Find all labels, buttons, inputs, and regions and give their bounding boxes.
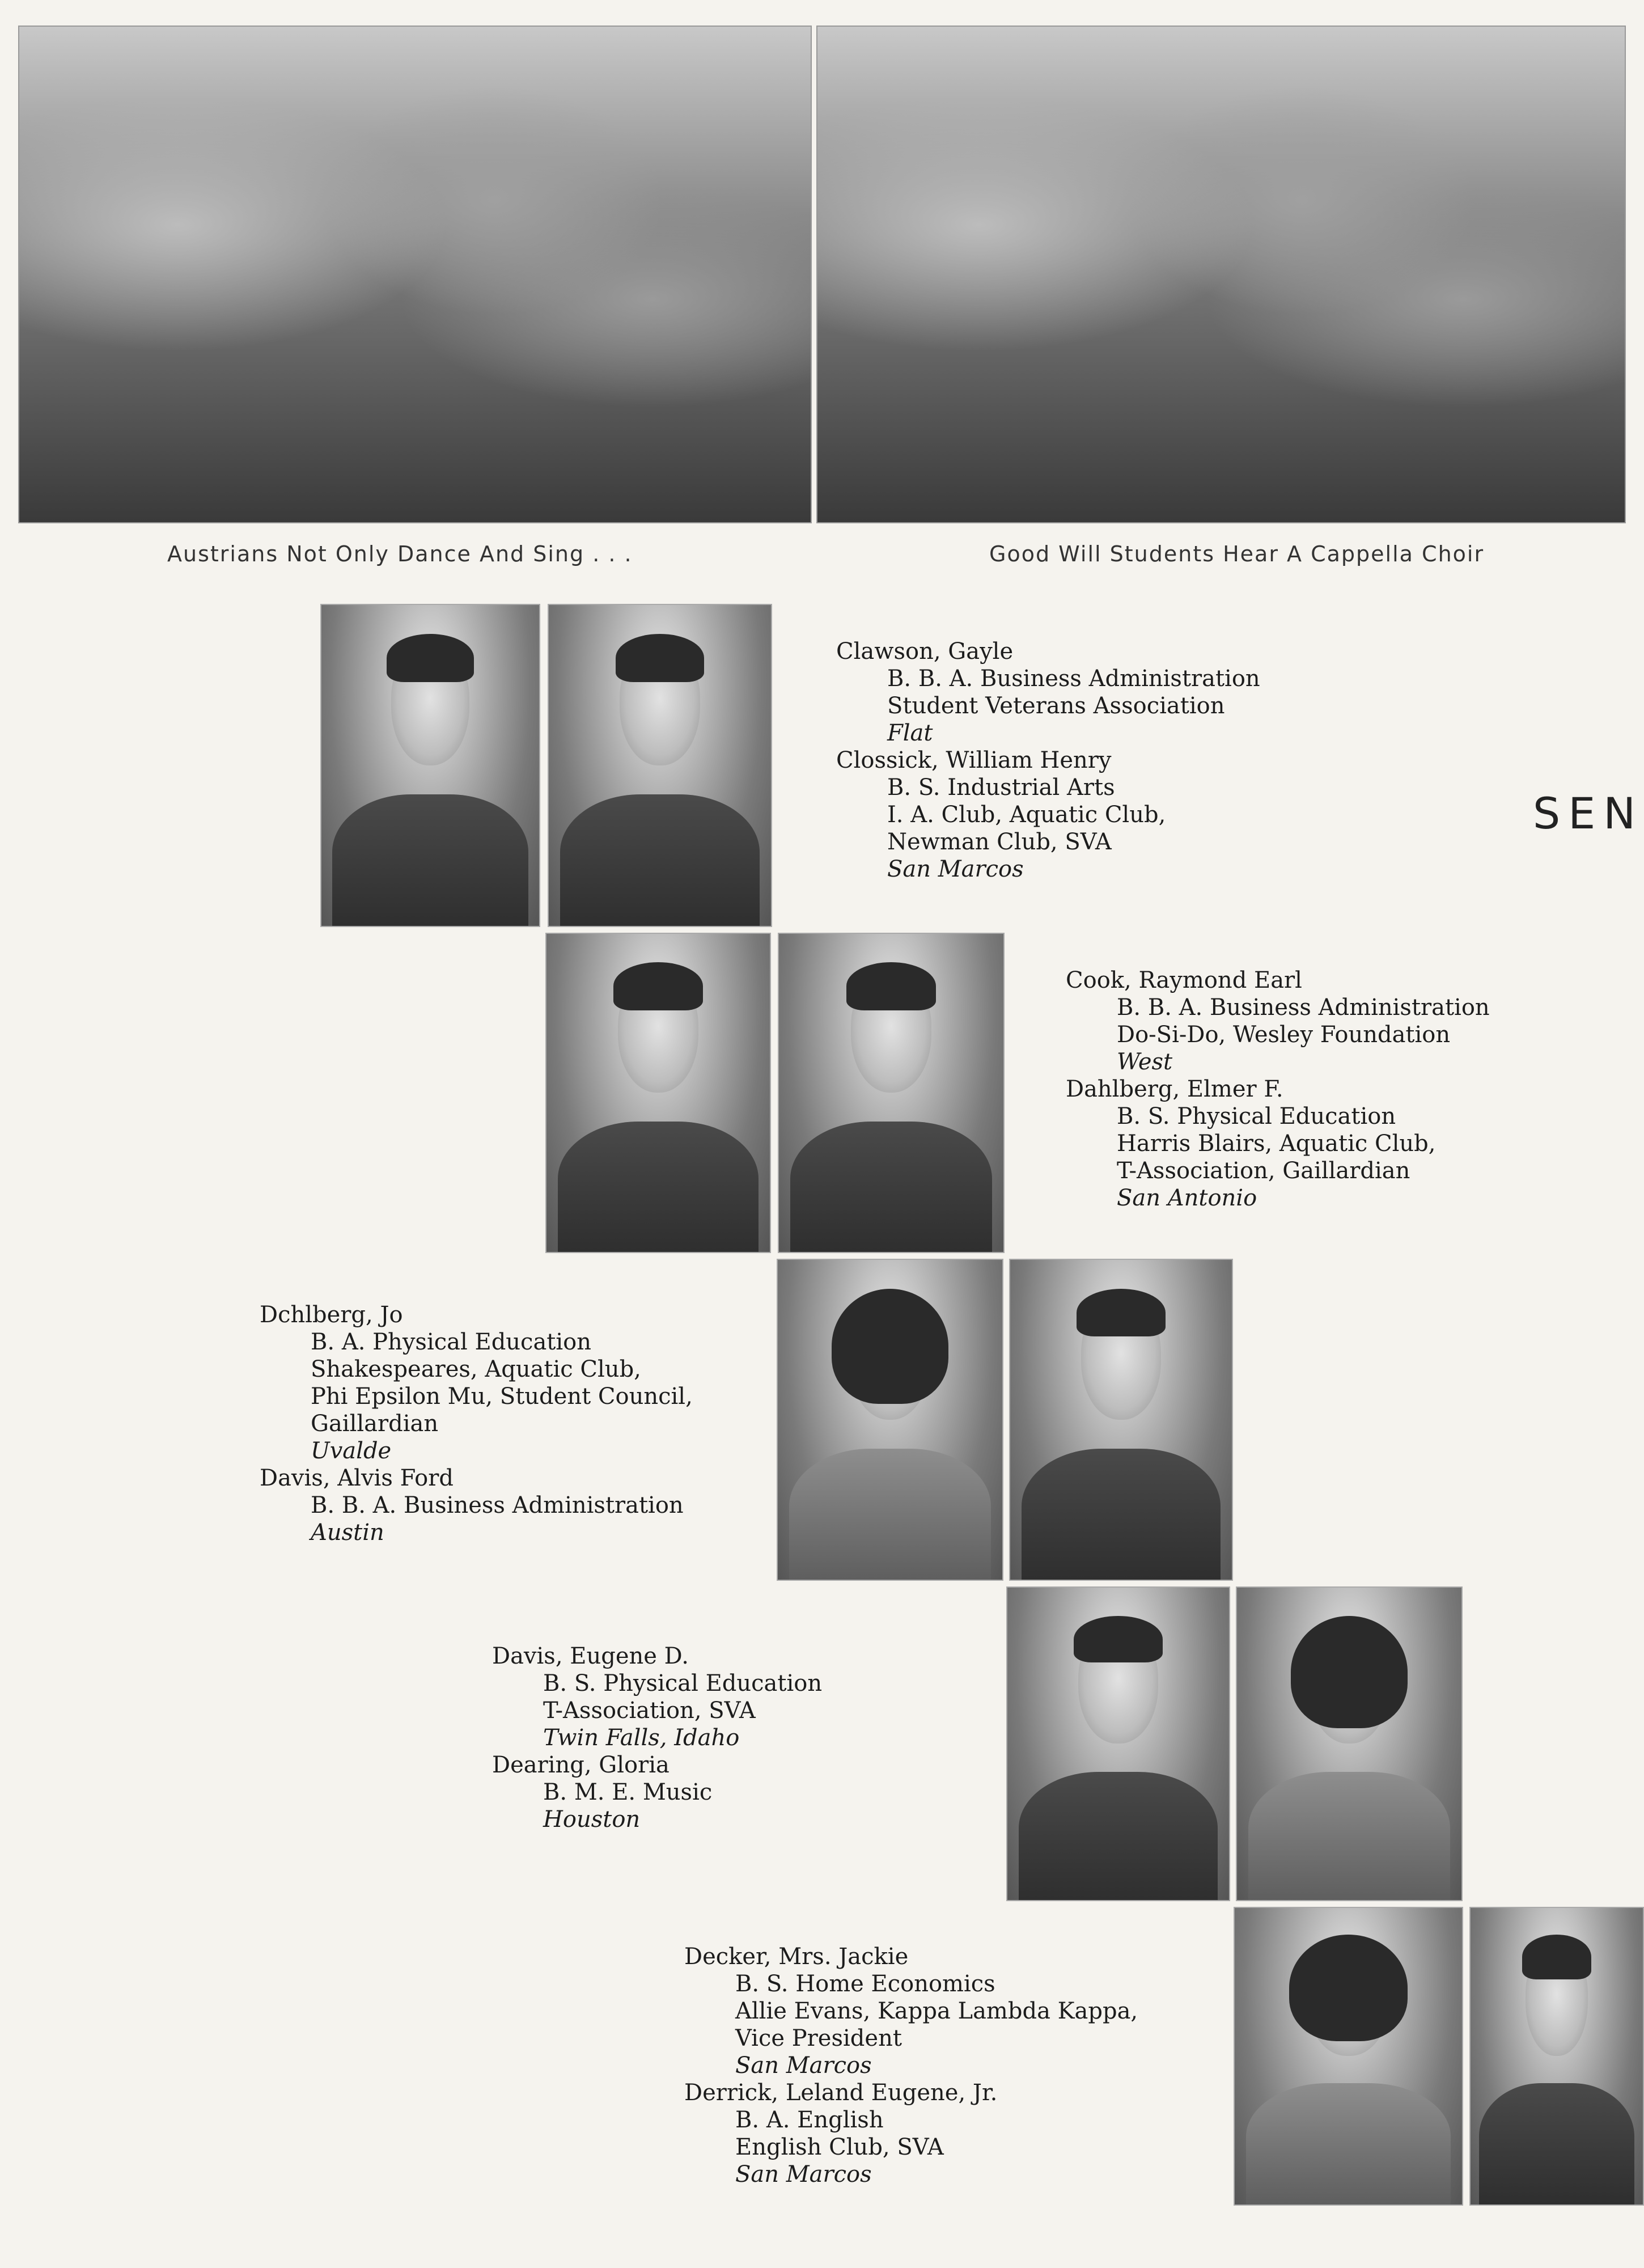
entry-degree: B. M. E. Music bbox=[543, 1779, 713, 1805]
portrait-clawson bbox=[320, 604, 540, 927]
entry-hometown: Flat bbox=[887, 720, 933, 746]
entry-name: Clossick, William Henry bbox=[836, 747, 1112, 773]
portrait-clossick bbox=[548, 604, 772, 927]
entry-activity: Allie Evans, Kappa Lambda Kappa, bbox=[735, 1998, 1138, 2024]
section-heading: SEN bbox=[1533, 788, 1644, 839]
entry-activity: Shakespeares, Aquatic Club, bbox=[311, 1356, 641, 1382]
entry-name: Decker, Mrs. Jackie bbox=[684, 1944, 909, 1970]
entry-activity: Do-Si-Do, Wesley Foundation bbox=[1117, 1022, 1451, 1048]
entry-activity: Phi Epsilon Mu, Student Council, bbox=[311, 1383, 693, 1410]
entry-degree: B. A. English bbox=[735, 2107, 884, 2133]
photo-choir-audience bbox=[816, 26, 1626, 523]
entry-hometown: San Marcos bbox=[735, 2161, 872, 2187]
entry-activity: Student Veterans Association bbox=[887, 693, 1225, 719]
entry-activity: Gaillardian bbox=[311, 1411, 439, 1437]
entry-decker bbox=[684, 1943, 1138, 2079]
entry-davis-eugene bbox=[492, 1643, 822, 1751]
portrait-cook bbox=[545, 933, 771, 1253]
portrait-davis-eugene bbox=[1006, 1586, 1230, 1901]
entry-clossick bbox=[836, 747, 1166, 883]
entry-degree: B. A. Physical Education bbox=[311, 1329, 592, 1355]
entry-activity: Harris Blairs, Aquatic Club, bbox=[1117, 1131, 1436, 1157]
portrait-decker bbox=[1234, 1907, 1463, 2206]
entry-degree: B. S. Physical Education bbox=[543, 1670, 823, 1696]
entry-name: Dearing, Gloria bbox=[492, 1752, 670, 1778]
caption-left: Austrians Not Only Dance And Sing . . . bbox=[167, 541, 633, 566]
entry-hometown: Twin Falls, Idaho bbox=[543, 1725, 740, 1751]
entry-name: Cook, Raymond Earl bbox=[1066, 967, 1302, 993]
entry-dahlberg-elmer bbox=[1066, 1076, 1435, 1212]
photo-austrians-group bbox=[18, 26, 812, 523]
entry-dahlberg-jo bbox=[260, 1301, 693, 1465]
entry-name: Clawson, Gayle bbox=[836, 638, 1014, 665]
entry-cook bbox=[1066, 967, 1490, 1076]
entry-davis-alvis bbox=[260, 1465, 684, 1546]
entry-dearing bbox=[492, 1751, 712, 1833]
entry-degree: B. S. Industrial Arts bbox=[887, 775, 1115, 801]
entry-name: Davis, Eugene D. bbox=[492, 1643, 689, 1669]
entry-degree: B. B. A. Business Administration bbox=[311, 1492, 684, 1518]
entry-derrick bbox=[684, 2079, 997, 2188]
entry-hometown: Houston bbox=[543, 1806, 641, 1833]
entry-name: Derrick, Leland Eugene, Jr. bbox=[684, 2080, 998, 2106]
entry-degree: B. S. Physical Education bbox=[1117, 1103, 1396, 1129]
entry-activity: T-Association, SVA bbox=[543, 1698, 756, 1724]
entry-hometown: West bbox=[1117, 1049, 1173, 1075]
entry-hometown: San Marcos bbox=[735, 2053, 872, 2079]
entry-hometown: San Antonio bbox=[1117, 1185, 1257, 1211]
entry-degree: B. B. A. Business Administration bbox=[1117, 995, 1490, 1021]
entry-activity: T-Association, Gaillardian bbox=[1117, 1158, 1410, 1184]
entry-name: Davis, Alvis Ford bbox=[260, 1465, 454, 1491]
entry-clawson bbox=[836, 638, 1260, 747]
portrait-dearing bbox=[1236, 1586, 1463, 1901]
entry-hometown: Austin bbox=[311, 1520, 384, 1546]
portrait-davis-alvis bbox=[1009, 1259, 1233, 1581]
entry-degree: B. B. A. Business Administration bbox=[887, 666, 1260, 692]
entry-name: Dahlberg, Elmer F. bbox=[1066, 1076, 1283, 1102]
entry-degree: B. S. Home Economics bbox=[735, 1971, 995, 1997]
entry-activity: English Club, SVA bbox=[735, 2134, 944, 2160]
entry-hometown: San Marcos bbox=[887, 856, 1024, 882]
entry-activity: I. A. Club, Aquatic Club, bbox=[887, 802, 1166, 828]
caption-right: Good Will Students Hear A Cappella Choir bbox=[989, 541, 1485, 566]
portrait-dahlberg-elmer bbox=[778, 933, 1005, 1253]
entry-hometown: Uvalde bbox=[311, 1438, 392, 1464]
entry-activity: Newman Club, SVA bbox=[887, 829, 1112, 855]
portrait-derrick bbox=[1469, 1907, 1644, 2206]
entry-activity: Vice President bbox=[735, 2025, 902, 2051]
portrait-dahlberg-jo bbox=[777, 1259, 1003, 1581]
entry-name: Dchlberg, Jo bbox=[260, 1302, 403, 1328]
